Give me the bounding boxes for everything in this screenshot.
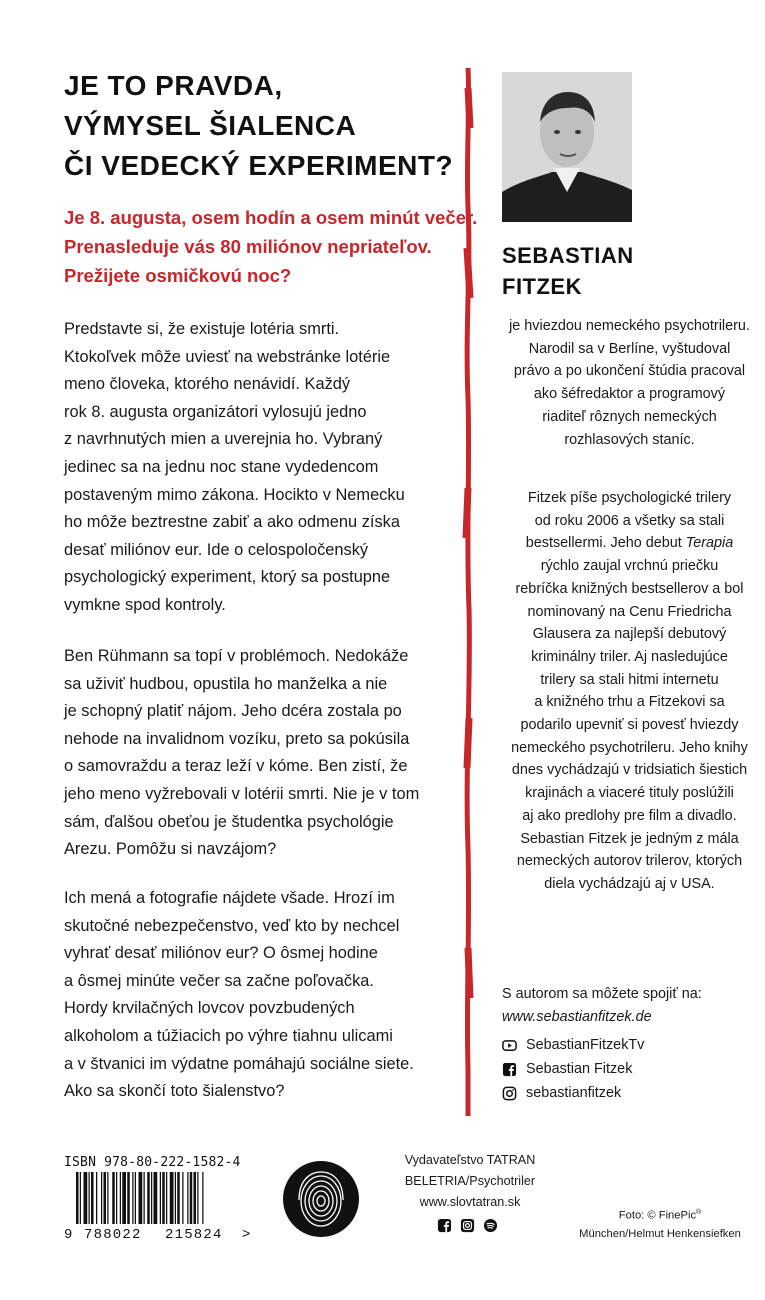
isbn-label: ISBN 978-80-222-1582-4	[64, 1155, 241, 1170]
barcode-bar	[160, 1172, 161, 1224]
barcode	[64, 1172, 254, 1240]
barcode-bar	[166, 1172, 167, 1224]
text-line: nemeckých autorov trilerov, ktorých	[516, 853, 743, 870]
text-line: a v štvanici im výdatne pomáhajú sociálne siete.	[64, 1054, 414, 1073]
text-line: vyhrať desať miliónov eur? O ôsmej hodine	[64, 944, 378, 963]
publisher-social-icons	[437, 1218, 498, 1233]
text-line: sa uživiť hudbou, opustila ho manželka a nie	[64, 674, 388, 693]
facebook-label: Sebastian Fitzek	[526, 1061, 633, 1077]
barcode-digits-right: 215824	[165, 1227, 223, 1240]
barcode-bar	[112, 1172, 115, 1224]
text-line: vymkne spod kontroly.	[64, 595, 226, 614]
text-line: sám, ďalšou obeťou je študentka psychológie	[64, 812, 394, 831]
instagram-icon[interactable]	[460, 1218, 475, 1233]
text-line: podarilo upevniť si povesť hviezdy	[520, 717, 739, 734]
author-bio-2	[502, 487, 757, 896]
photo-credit-line: München/Helmut Henkensiefken	[579, 1227, 741, 1240]
book-title: Terapia	[685, 535, 734, 552]
text-line: Narodil sa v Berlíne, vyštudoval	[528, 340, 731, 357]
barcode-bar	[197, 1172, 198, 1224]
text-line: ho môže beztrestne zabiť a ako odmenu získa	[64, 513, 400, 532]
barcode-bar	[104, 1172, 107, 1224]
barcode-bar	[101, 1172, 102, 1224]
author-last-name: FITZEK	[502, 274, 582, 299]
text-line: právo a po ukončení štúdia pracoval	[513, 363, 746, 380]
website-link[interactable]: www.sebastianfitzek.de	[502, 1008, 652, 1025]
text-line: Fitzek píše psychologické trilery	[527, 490, 732, 506]
contact-intro: S autorom sa môžete spojiť na:	[502, 986, 702, 1002]
text-line: rebríčka knižných bestsellerov a bol	[515, 580, 744, 597]
text-line: dnes vychádzajú v tridsiatich šiestich	[511, 762, 748, 779]
publisher-name: Vydavateľstvo TATRAN	[404, 1153, 536, 1167]
youtube-link[interactable]	[502, 1035, 722, 1055]
text-line: rozhlasových staníc.	[564, 431, 695, 448]
barcode-bar	[170, 1172, 174, 1224]
barcode-bar	[139, 1172, 143, 1224]
lead-text	[64, 203, 478, 290]
barcode-bar	[147, 1172, 150, 1224]
text-line: Glausera za najlepší debutový	[532, 626, 727, 643]
publisher-website[interactable]: www.slovtatran.sk	[419, 1195, 521, 1209]
barcode-bar	[135, 1172, 136, 1224]
publisher-series: BELETRIA/Psychotriler	[404, 1174, 536, 1188]
lead-line: Prežijete osmičkovú noc?	[64, 265, 292, 286]
barcode-bar	[187, 1172, 188, 1224]
headline-line: VÝMYSEL ŠIALENCA	[64, 110, 357, 141]
barcode-bar	[177, 1172, 180, 1224]
text-fragment: Foto: © FinePic	[618, 1209, 697, 1222]
barcode-bar	[202, 1172, 203, 1224]
barcode-bar	[84, 1172, 88, 1224]
text-line: meno človeka, ktorého nenávidí. Každý	[64, 375, 351, 394]
author-name	[502, 240, 634, 302]
blurb-paragraph-2	[64, 643, 464, 864]
text-line: aj ako predlohy pre film a divadlo.	[522, 807, 737, 824]
barcode-end-mark: >	[242, 1227, 251, 1240]
barcode-bar	[120, 1172, 121, 1224]
facebook-icon	[502, 1062, 517, 1077]
barcode-digits-left: 788022	[84, 1227, 142, 1240]
barcode-bar	[132, 1172, 133, 1224]
blurb-paragraph-3	[64, 885, 464, 1106]
text-line: od roku 2006 a všetky sa stali	[534, 512, 725, 529]
text-fragment: bestsellermi. Jeho debut	[525, 535, 686, 552]
text-line: kriminálny triler. Aj nasledujúce	[531, 648, 728, 665]
text-line: trilery sa stali hitmi internetu	[540, 671, 719, 688]
barcode-bar	[107, 1172, 108, 1224]
barcode-bar	[175, 1172, 176, 1224]
text-line: diela vychádzajú aj v USA.	[544, 875, 715, 892]
text-line: jeho meno vyžrebovali v lotérii smrti. Nie je v tom	[64, 784, 420, 803]
text-line: nominovaný na Cenu Friedricha	[527, 603, 732, 620]
text-line: o samovraždu a teraz leží v kóme. Ben zistí, že	[64, 757, 408, 776]
barcode-bar	[76, 1172, 79, 1224]
photo-credit-line	[575, 1204, 745, 1225]
instagram-link[interactable]	[502, 1083, 722, 1103]
barcode-bar	[194, 1172, 197, 1224]
lead-line: Prenasleduje vás 80 miliónov nepriateľov.	[64, 236, 432, 257]
instagram-label: sebastianfitzek	[526, 1085, 622, 1101]
headline	[64, 66, 464, 186]
text-line: jedinec sa na jednu noc stane vydedencom	[64, 457, 379, 476]
text-line: Ako sa skončí toto šialenstvo?	[64, 1082, 285, 1101]
fingerprint-logo	[282, 1160, 360, 1238]
instagram-icon	[502, 1086, 517, 1101]
text-line: Ben Rühmann sa topí v problémoch. Nedokáže	[64, 647, 409, 665]
text-line: Ktokoľvek môže uviesť na webstránke lotérie	[64, 347, 391, 366]
text-line: rýchlo zaujal vrchnú priečku	[540, 558, 719, 575]
spotify-icon[interactable]	[483, 1218, 498, 1233]
photo-credit	[575, 1204, 745, 1243]
barcode-bar	[144, 1172, 145, 1224]
barcode-bar	[127, 1172, 130, 1224]
text-line: nemeckého psychotrileru. Jeho knihy	[511, 739, 748, 756]
author-photo	[502, 72, 632, 222]
text-line: z navrhnutých mien a uverejnia ho. Vybraný	[64, 430, 383, 449]
text-line: Sebastian Fitzek je jedným z mála	[520, 830, 739, 847]
text-line: a ôsmej minúte večer sa začne poľovačka.	[64, 971, 374, 990]
text-line: Hordy krvilačných lovcov povzbudených	[64, 999, 355, 1018]
red-divider-line	[462, 68, 474, 1116]
barcode-bar	[190, 1172, 193, 1224]
contact-block	[502, 983, 702, 1028]
barcode-digit-first: 9	[64, 1227, 73, 1240]
text-line: je schopný platiť nájom. Jeho dcéra zostala po	[64, 702, 402, 721]
text-line: skutočné nebezpečenstvo, veď kto by nechcel	[64, 916, 400, 935]
text-line: riaditeľ rôznych nemeckých	[542, 408, 717, 425]
barcode-bar	[122, 1172, 126, 1224]
publisher-info	[395, 1150, 545, 1213]
blurb-paragraph-1	[64, 316, 464, 620]
barcode-bar	[96, 1172, 97, 1224]
text-line: psychologický experiment, ktorý sa postupne	[64, 568, 391, 587]
headline-line: ČI VEDECKÝ EXPERIMENT?	[64, 150, 454, 181]
headline-line: JE TO PRAVDA,	[64, 70, 283, 101]
text-line: desať miliónov eur. Ide o celospoločenský	[64, 540, 369, 559]
lead-line: Je 8. augusta, osem hodín a osem minút večer.	[64, 207, 478, 228]
barcode-bar	[91, 1172, 94, 1224]
text-line: a knižného trhu a Fitzekovi sa	[534, 694, 725, 711]
barcode-bar	[162, 1172, 165, 1224]
registered-mark: ®	[696, 1209, 702, 1216]
text-line	[502, 532, 757, 555]
text-line: je hviezdou nemeckého psychotrileru.	[509, 318, 750, 334]
author-bio-1	[502, 315, 757, 451]
barcode-bar	[182, 1172, 183, 1224]
text-line: nehode na invalidnom vozíku, preto sa pokúsila	[64, 729, 410, 748]
text-line: alkoholom a túžiacich po výhre tiahnu ulicami	[64, 1026, 393, 1045]
barcode-bar	[89, 1172, 90, 1224]
barcode-bar	[154, 1172, 158, 1224]
text-line: rok 8. augusta organizátori vylosujú jedno	[64, 402, 367, 421]
barcode-bar	[116, 1172, 117, 1224]
text-line: ako šéfredaktor a programový	[533, 386, 726, 403]
youtube-icon	[502, 1038, 517, 1053]
facebook-icon[interactable]	[437, 1218, 452, 1233]
youtube-label: SebastianFitzekTv	[526, 1037, 645, 1053]
text-line: Ich mená a fotografie nájdete všade. Hrozí im	[64, 889, 395, 907]
text-line: Arezu. Pomôžu si navzájom?	[64, 840, 277, 859]
author-first-name: SEBASTIAN	[502, 243, 634, 268]
text-line: Predstavte si, že existuje lotéria smrti.	[64, 320, 340, 338]
text-line: krajinách a viaceré tituly poslúžili	[525, 785, 734, 802]
barcode-bar	[151, 1172, 152, 1224]
barcode-bar	[80, 1172, 81, 1224]
facebook-link[interactable]	[502, 1059, 722, 1079]
text-line: postaveným mimo zákona. Hocikto v Nemecku	[64, 485, 405, 504]
